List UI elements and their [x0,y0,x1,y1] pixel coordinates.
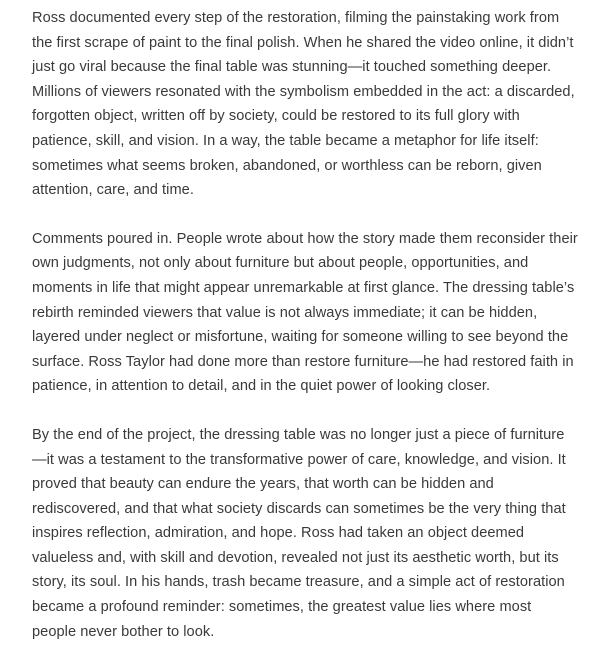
paragraph-restoration-video: Ross documented every step of the restoration, filming the painstaking work from the first scrape of paint to the final polish. When he shared the video online, it didn’t just go viral because the final table was stunning—it touched something deeper. Millions of viewers resonated with the symbolism embedded in the act: a discarded, forgotten object, written off by society, could be restored to its full glory with patience, skill, and vision. In a way, the table became a metaphor for life itself: sometimes what seems broken, abandoned, or worthless can be reborn, given attention, care, and time. [32,10,575,199]
paragraph-comments: Comments poured in. People wrote about how the story made them reconsider their own judgments, not only about furniture but about people, opportunities, and moments in life that might appear unremarkable at first glance. The dressing table’s rebirth reminded viewers that value is not always immediate; it can be hidden, layered under neglect or misfortune, waiting for someone willing to see beyond the surface. Ross Taylor had done more than restore furniture—he had restored faith in patience, in attention to detail, and in the quiet power of looking closer. [32,230,578,395]
article-body [32,6,578,668]
paragraph-conclusion: By the end of the project, the dressing table was no longer just a piece of furniture—it was a testament to the transformative power of care, knowledge, and vision. It proved that beauty can endure the years, that worth can be hidden and rediscovered, and that what society discards can sometimes be the very thing that inspires reflection, admiration, and hope. Ross had taken an object deemed valueless and, with skill and devotion, revealed not just its aesthetic worth, but its story, its soul. In his hands, trash became treasure, and a simple act of restoration became a profound reminder: sometimes, the greatest value lies where most people never bother to look. [32,426,566,640]
